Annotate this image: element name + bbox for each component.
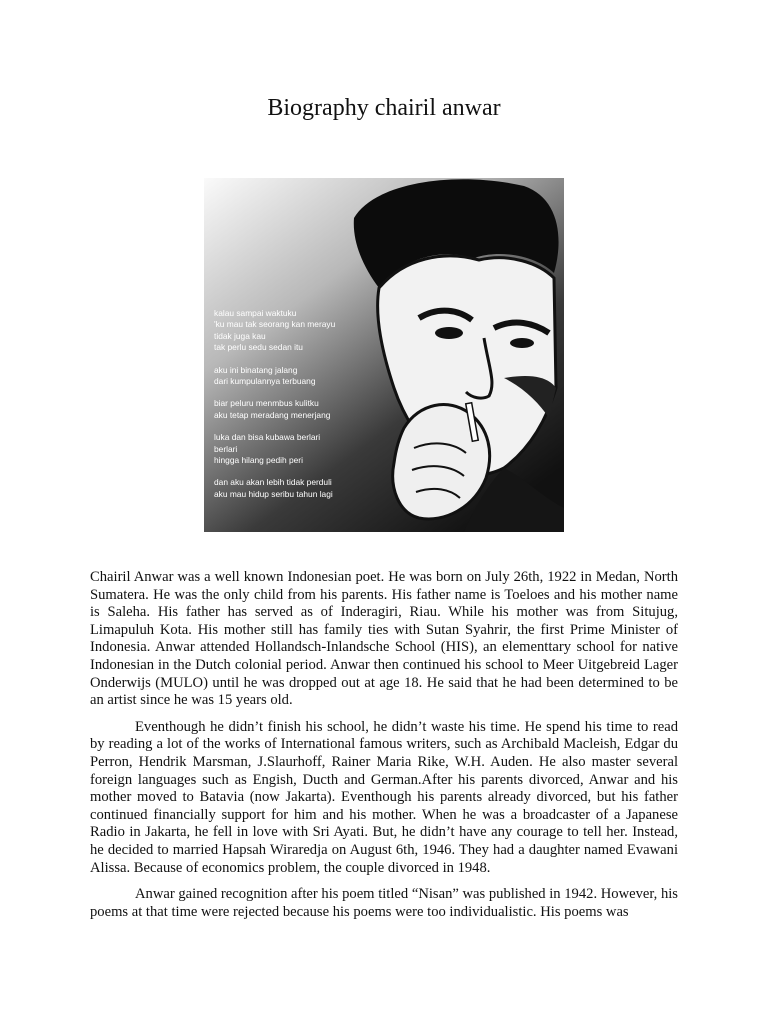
poem-line: 'ku mau tak seorang kan merayu bbox=[214, 319, 336, 330]
poem-stanza bbox=[214, 308, 335, 354]
paragraph: Chairil Anwar was a well known Indonesian poet. He was born on July 26th, 1922 in Medan, North Sumatera. He was the only child from his parents. His father name is Toeloes and his mother name is Saleha. His father has served as of Inderagiri, Riau. While his mother was from Situjug, Limapuluh Kota. His mother still has family ties with Sutan Syahrir, the first Prime Minister of Indonesia. Anwar attended Hollandsch-Inlandsche School (HIS), an elementtary school for native Indonesian in the Dutch colonial period. Anwar then continued his school to Meer Uitgebreid Lager Onderwijs (MULO) until he was dropped out at age 18. He said that he had been determined to be an artist since he was 15 years old. bbox=[90, 569, 678, 709]
poem-line: tidak juga kau bbox=[214, 330, 266, 341]
poem-line: aku ini binatang jalang bbox=[214, 364, 298, 375]
poem-line: kalau sampai waktuku bbox=[214, 308, 297, 318]
poem-line: dan aku akan lebih tidak perduli bbox=[214, 477, 332, 488]
poem-line: tak perlu sedu sedan itu bbox=[214, 342, 303, 353]
poem-line: luka dan bisa kubawa berlari bbox=[214, 432, 321, 443]
poem-overlay bbox=[214, 308, 335, 511]
poem-stanza bbox=[214, 398, 335, 421]
poem-line: dari kumpulannya terbuang bbox=[214, 376, 316, 387]
poem-line: hingga hilang pedih peri bbox=[214, 455, 303, 466]
biography-body bbox=[90, 569, 678, 930]
poem-line: aku mau hidup seribu tahun lagi bbox=[214, 488, 333, 499]
poem-line: aku tetap meradang menerjang bbox=[214, 409, 331, 420]
portrait-figure bbox=[204, 178, 564, 532]
poem-stanza bbox=[214, 432, 335, 466]
poem-line: biar peluru menmbus kulitku bbox=[214, 398, 319, 409]
paragraph: Anwar gained recognition after his poem titled “Nisan” was published in 1942. However, his poems at that time were rejected because his poems were too individualistic. His poems was bbox=[90, 886, 678, 920]
poem-stanza bbox=[214, 365, 335, 388]
page-title: Biography chairil anwar bbox=[267, 95, 501, 121]
paragraph: Eventhough he didn’t finish his school, he didn’t waste his time. He spend his time to read by reading a lot of the works of International famous writers, such as Archibald Macleish, Edgar du Perron, Hendrik Marsman, J.Slaurhoff, Rainer Maria Rike, W.H. Auden. He also master several foreign languages such as Engish, Ducth and German.After his parents divorced, Anwar and his mother moved to Batavia (now Jakarta). Eventhough his parents already divorced, but his father continued financially support for him and his mother. When he was a broadcaster of a Japanese Radio in Jakarta, he fell in love with Sri Ayati. But, he didn’t have any courage to tell her. Instead, he decided to married Hapsah Wiraredja on August 6th, 1946. They had a daughter named Evawani Alissa. Because of economics problem, the couple divorced in 1948. bbox=[90, 718, 678, 876]
poem-line: berlari bbox=[214, 443, 238, 454]
poem-stanza bbox=[214, 477, 335, 500]
